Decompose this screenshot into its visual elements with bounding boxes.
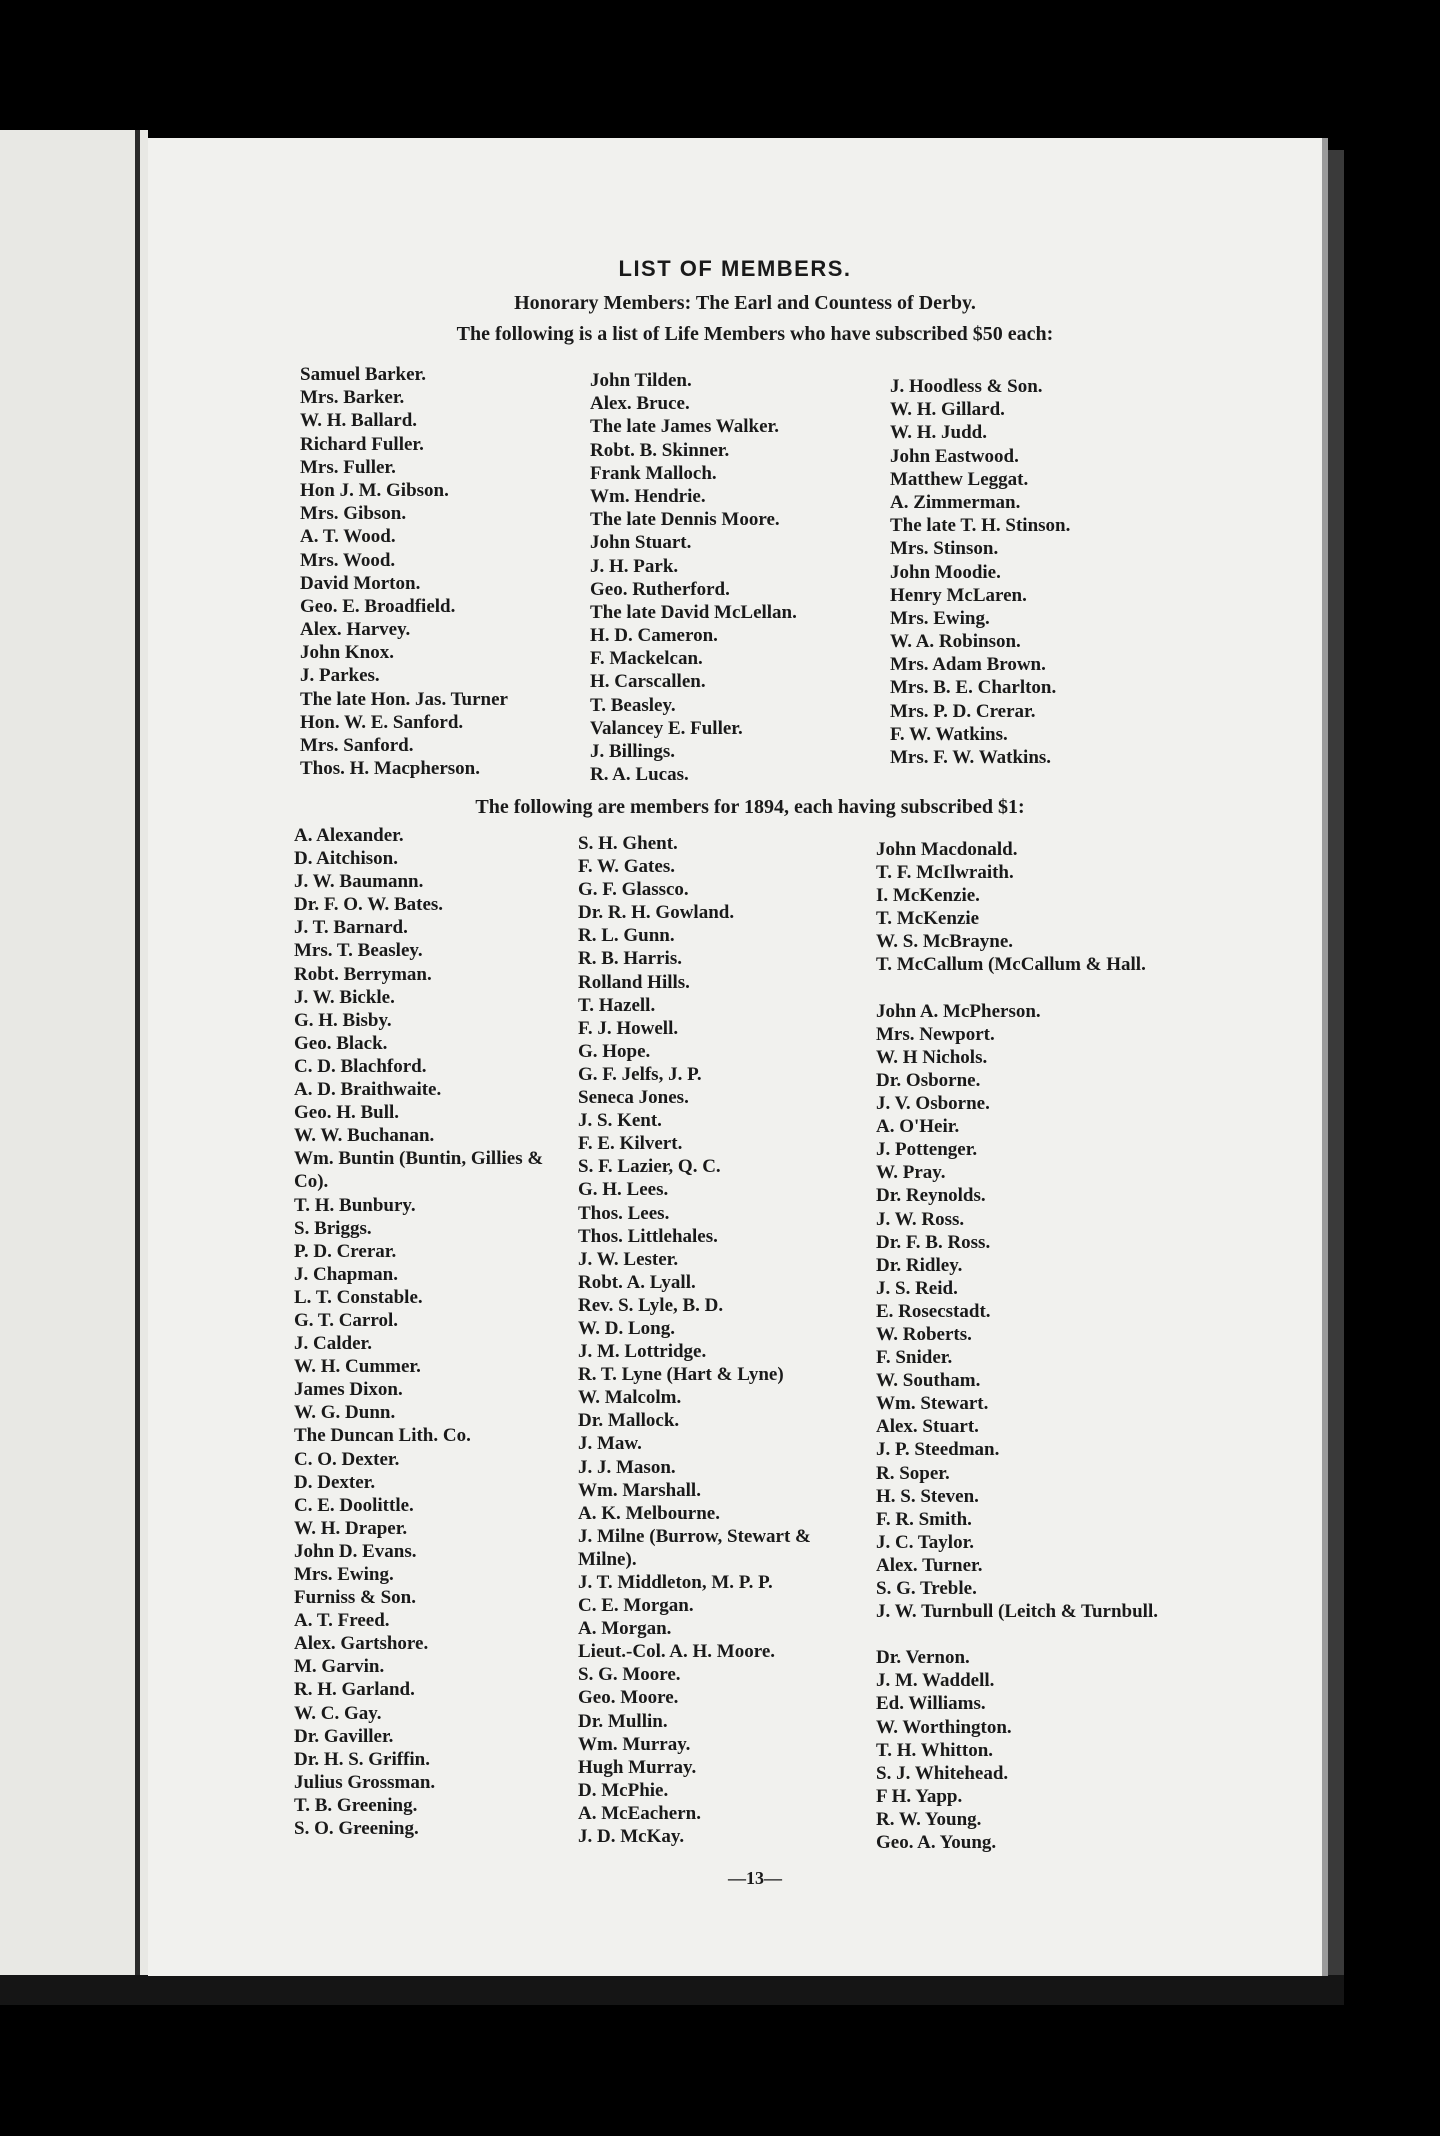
member-entry: J. C. Taylor. xyxy=(876,1531,975,1553)
member-entry: A. Zimmerman. xyxy=(890,491,1021,513)
member-entry: Geo. Black. xyxy=(294,1032,388,1054)
member-entry: J. W. Ross. xyxy=(876,1208,965,1230)
member-entry: Hugh Murray. xyxy=(578,1756,697,1778)
member-entry: Robt. B. Skinner. xyxy=(590,439,730,461)
member-entry: The late T. H. Stinson. xyxy=(890,515,1071,537)
member-entry: C. D. Blachford. xyxy=(294,1055,427,1077)
member-entry: Mrs. Gibson. xyxy=(300,503,407,525)
member-entry: A. T. Wood. xyxy=(300,526,396,548)
member-entry: Thos. H. Macpherson. xyxy=(300,758,480,780)
member-entry: Matthew Leggat. xyxy=(890,468,1029,490)
member-entry: A. D. Braithwaite. xyxy=(294,1079,442,1101)
member-entry: Mrs. Ewing. xyxy=(890,607,990,629)
member-entry: W. H Nichols. xyxy=(876,1046,988,1068)
member-entry: R. T. Lyne (Hart & Lyne) xyxy=(578,1364,784,1386)
member-entry: Alex. Bruce. xyxy=(590,393,690,415)
member-entry: Rev. S. Lyle, B. D. xyxy=(578,1294,724,1316)
life-members-column-3 xyxy=(890,375,1190,769)
member-entry: J. T. Middleton, M. P. P. xyxy=(578,1572,773,1593)
member-entry: John Moodie. xyxy=(890,561,1001,583)
member-entry: Ed. Williams. xyxy=(876,1693,986,1715)
member-entry: Mrs. Wood. xyxy=(300,549,396,571)
book-spine xyxy=(135,130,140,1975)
member-entry: H. Carscallen. xyxy=(590,671,706,693)
member-entry: D. McPhie. xyxy=(578,1779,669,1801)
member-entry: A. Morgan. xyxy=(578,1618,672,1640)
member-entry: Dr. H. S. Griffin. xyxy=(294,1748,430,1770)
bottom-edge xyxy=(0,1975,1344,2005)
life-members-intro: The following is a list of Life Members who have subscribed $50 each: xyxy=(456,323,1054,345)
member-entry: John Eastwood. xyxy=(890,445,1019,467)
member-entry: J. S. Kent. xyxy=(578,1110,662,1132)
member-entry: W. Malcolm. xyxy=(578,1387,682,1409)
member-entry: Hon J. M. Gibson. xyxy=(300,479,449,501)
member-entry: Rolland Hills. xyxy=(578,971,690,993)
member-entry: A. McEachern. xyxy=(578,1802,701,1824)
member-entry: G. T. Carrol. xyxy=(294,1309,398,1331)
member-entry: J. Milne (Burrow, Stewart & Milne). xyxy=(578,1525,811,1570)
member-entry: Seneca Jones. xyxy=(578,1087,689,1109)
page-edge-shadow xyxy=(1328,150,1344,1980)
annual-members-intro: The following are members for 1894, each having subscribed $1: xyxy=(475,796,1025,818)
member-entry: W. G. Dunn. xyxy=(294,1402,396,1424)
member-entry: W. C. Gay. xyxy=(294,1702,382,1724)
member-entry: D. Aitchison. xyxy=(294,848,398,870)
annual-members-column-2 xyxy=(578,832,878,1848)
member-entry: Dr. R. H. Gowland. xyxy=(578,902,735,924)
member-entry: Richard Fuller. xyxy=(300,433,424,455)
member-entry: H. S. Steven. xyxy=(876,1485,979,1507)
member-entry: Mrs. Adam Brown. xyxy=(890,654,1046,676)
member-entry: R. Soper. xyxy=(876,1462,950,1484)
member-entry: A. T. Freed. xyxy=(294,1610,390,1632)
member-entry: Mrs. Sanford. xyxy=(300,735,414,756)
annual-members-column-1 xyxy=(294,824,574,1840)
member-entry: Wm. Stewart. xyxy=(876,1393,989,1415)
member-entry: J. W. Turnbull (Leitch & Turnbull. xyxy=(876,1601,1158,1623)
member-entry: C. E. Morgan. xyxy=(578,1595,694,1617)
member-entry: Wm. Buntin (Buntin, Gillies & Co). xyxy=(294,1148,544,1193)
member-entry: Geo. Rutherford. xyxy=(590,578,730,600)
member-entry: Mrs. Ewing. xyxy=(294,1564,394,1585)
member-entry: F. J. Howell. xyxy=(578,1017,679,1039)
member-entry: J. W. Bickle. xyxy=(294,986,395,1008)
member-entry: Dr. Mullin. xyxy=(578,1710,668,1732)
member-entry: James Dixon. xyxy=(294,1379,403,1401)
member-entry: Mrs. B. E. Charlton. xyxy=(890,677,1057,699)
member-entry: Mrs. F. W. Watkins. xyxy=(890,747,1052,768)
member-entry: John Stuart. xyxy=(590,532,692,554)
member-entry: J. V. Osborne. xyxy=(876,1093,990,1115)
member-entry: R. H. Garland. xyxy=(294,1679,415,1701)
member-entry: G. H. Bisby. xyxy=(294,1009,392,1031)
member-entry: T. Beasley. xyxy=(590,694,676,716)
member-entry: Mrs. P. D. Crerar. xyxy=(890,700,1036,722)
member-entry: F. Mackelcan. xyxy=(590,648,703,670)
member-entry: W. W. Buchanan. xyxy=(294,1125,435,1147)
member-entry: S. O. Greening. xyxy=(294,1818,419,1840)
member-entry: J. P. Steedman. xyxy=(876,1439,1000,1461)
member-entry: H. D. Cameron. xyxy=(590,625,718,647)
member-entry: W. Worthington. xyxy=(876,1716,1012,1738)
member-entry: L. T. Constable. xyxy=(294,1286,423,1308)
member-entry: F. W. Gates. xyxy=(578,856,675,878)
member-entry: Geo. Moore. xyxy=(578,1687,679,1709)
member-entry: Dr. Ridley. xyxy=(876,1254,963,1276)
member-entry: W. D. Long. xyxy=(578,1317,675,1339)
member-entry: S. G. Moore. xyxy=(578,1664,681,1686)
member-entry: Thos. Littlehales. xyxy=(578,1225,718,1247)
life-members-column-2 xyxy=(590,369,870,786)
member-entry: F. E. Kilvert. xyxy=(578,1133,683,1155)
member-entry: The late Dennis Moore. xyxy=(590,509,780,531)
document-page xyxy=(148,138,1328,1976)
member-entry: I. McKenzie. xyxy=(876,885,980,907)
member-entry: J. M. Waddell. xyxy=(876,1670,995,1692)
member-entry: Robt. Berryman. xyxy=(294,963,432,985)
member-entry: F. Snider. xyxy=(876,1347,953,1369)
member-entry: W. Roberts. xyxy=(876,1323,972,1345)
member-entry: Geo. H. Bull. xyxy=(294,1102,400,1124)
member-entry: Mrs. Stinson. xyxy=(890,538,999,560)
member-entry: J. S. Reid. xyxy=(876,1277,958,1299)
member-entry: S. Briggs. xyxy=(294,1217,372,1239)
member-entry: A. Alexander. xyxy=(294,825,404,846)
member-entry: G. F. Jelfs, J. P. xyxy=(578,1063,702,1085)
annual-members-column-3 xyxy=(876,838,1166,1854)
member-entry: R. A. Lucas. xyxy=(590,764,689,786)
member-entry: J. Pottenger. xyxy=(876,1139,978,1161)
member-entry: J. W. Lester. xyxy=(578,1248,679,1270)
member-entry: J. Billings. xyxy=(590,741,675,762)
life-members-column-1 xyxy=(300,363,580,780)
member-entry: Robt. A. Lyall. xyxy=(578,1271,696,1293)
member-entry: A. K. Melbourne. xyxy=(578,1502,720,1524)
member-entry: R. L. Gunn. xyxy=(578,925,675,947)
member-entry: J. H. Park. xyxy=(590,555,679,577)
member-entry: John D. Evans. xyxy=(294,1540,417,1562)
member-entry: John Tilden. xyxy=(590,370,692,391)
member-entry: John Macdonald. xyxy=(876,839,1018,860)
member-entry: W. H. Cummer. xyxy=(294,1356,421,1378)
member-entry: J. Parkes. xyxy=(300,665,380,687)
member-entry: W. Pray. xyxy=(876,1162,946,1184)
member-entry: Wm. Murray. xyxy=(578,1733,691,1755)
member-entry: Alex. Harvey. xyxy=(300,619,411,641)
member-entry: T. Hazell. xyxy=(578,994,656,1016)
member-entry: E. Rosecstadt. xyxy=(876,1300,991,1322)
member-entry: Dr. Reynolds. xyxy=(876,1185,986,1207)
member-entry: John A. McPherson. xyxy=(876,1000,1041,1022)
member-entry: Alex. Gartshore. xyxy=(294,1633,429,1655)
member-entry: Mrs. Newport. xyxy=(876,1023,995,1045)
member-entry: David Morton. xyxy=(300,572,421,594)
member-entry: Geo. E. Broadfield. xyxy=(300,595,456,617)
member-entry: Wm. Hendrie. xyxy=(590,485,706,507)
member-entry: T. F. McIlwraith. xyxy=(876,862,1014,884)
member-entry: Mrs. Fuller. xyxy=(300,456,396,478)
member-entry: Thos. Lees. xyxy=(578,1202,670,1224)
member-entry: Lieut.-Col. A. H. Moore. xyxy=(578,1641,776,1663)
member-entry: G. F. Glassco. xyxy=(578,879,689,901)
member-entry: W. Southam. xyxy=(876,1370,981,1392)
member-entry: R. W. Young. xyxy=(876,1808,982,1830)
member-entry: F H. Yapp. xyxy=(876,1785,963,1807)
member-entry: J. Chapman. xyxy=(294,1263,398,1285)
member-entry: John Knox. xyxy=(300,642,394,664)
member-entry: The Duncan Lith. Co. xyxy=(294,1425,471,1447)
member-entry: Dr. F. B. Ross. xyxy=(876,1231,991,1253)
member-entry: J. Hoodless & Son. xyxy=(890,376,1043,397)
member-entry: W. H. Draper. xyxy=(294,1517,408,1539)
member-entry: G. Hope. xyxy=(578,1040,651,1062)
member-entry: Valancey E. Fuller. xyxy=(590,717,743,739)
member-entry: T. H. Bunbury. xyxy=(294,1194,416,1216)
member-entry: S. F. Lazier, Q. C. xyxy=(578,1156,721,1178)
member-entry: W. H. Ballard. xyxy=(300,410,418,432)
member-entry: Furniss & Son. xyxy=(294,1587,416,1609)
member-entry: W. A. Robinson. xyxy=(890,631,1021,653)
member-entry: T. B. Greening. xyxy=(294,1794,418,1816)
member-entry: Mrs. Barker. xyxy=(300,387,405,409)
member-entry: Julius Grossman. xyxy=(294,1771,436,1793)
member-entry: The late Hon. Jas. Turner xyxy=(300,688,508,710)
member-entry: Dr. Mallock. xyxy=(578,1410,680,1432)
member-entry: Dr. F. O. W. Bates. xyxy=(294,894,444,916)
member-entry: J. Calder. xyxy=(294,1333,372,1355)
member-entry: M. Garvin. xyxy=(294,1656,385,1678)
member-entry: W. S. McBrayne. xyxy=(876,931,1014,953)
member-entry: Mrs. T. Beasley. xyxy=(294,940,423,962)
member-entry: G. H. Lees. xyxy=(578,1179,669,1201)
member-entry: Dr. Gaviller. xyxy=(294,1725,394,1747)
member-entry: J. T. Barnard. xyxy=(294,917,408,939)
member-entry: Hon. W. E. Sanford. xyxy=(300,711,464,733)
page-number: —13— xyxy=(728,1868,782,1888)
member-entry: T. McCallum (McCallum & Hall. xyxy=(876,954,1146,976)
member-entry: The late David McLellan. xyxy=(590,601,797,623)
member-entry: T. McKenzie xyxy=(876,908,980,930)
member-entry: R. B. Harris. xyxy=(578,948,682,970)
member-entry: F. R. Smith. xyxy=(876,1508,972,1530)
page-title: LIST OF MEMBERS. xyxy=(618,256,852,281)
member-entry: Dr. Osborne. xyxy=(876,1069,981,1091)
facing-page xyxy=(0,130,148,1975)
member-entry: D. Dexter. xyxy=(294,1471,376,1493)
member-entry: Dr. Vernon. xyxy=(876,1647,970,1669)
member-entry: Wm. Marshall. xyxy=(578,1479,701,1501)
honorary-members-line: Honorary Members: The Earl and Countess of Derby. xyxy=(514,292,976,314)
member-entry: J. M. Lottridge. xyxy=(578,1341,707,1363)
member-entry: T. H. Whitton. xyxy=(876,1739,994,1761)
member-entry: J. W. Baumann. xyxy=(294,871,424,893)
member-entry: W. H. Gillard. xyxy=(890,399,1005,421)
member-entry: J. Maw. xyxy=(578,1433,642,1455)
member-entry: Alex. Stuart. xyxy=(876,1416,979,1438)
member-entry: Frank Malloch. xyxy=(590,462,717,484)
member-entry: P. D. Crerar. xyxy=(294,1240,397,1262)
member-entry: J. J. Mason. xyxy=(578,1456,676,1478)
member-entry: S. G. Treble. xyxy=(876,1578,977,1599)
member-entry: Henry McLaren. xyxy=(890,584,1027,606)
member-entry: Geo. A. Young. xyxy=(876,1832,997,1854)
member-entry: W. H. Judd. xyxy=(890,422,987,444)
member-entry: Samuel Barker. xyxy=(300,364,426,385)
member-entry: C. E. Doolittle. xyxy=(294,1494,414,1516)
member-entry: C. O. Dexter. xyxy=(294,1448,400,1470)
member-entry: The late James Walker. xyxy=(590,416,779,438)
member-entry: F. W. Watkins. xyxy=(890,723,1008,745)
member-entry: S. J. Whitehead. xyxy=(876,1762,1009,1784)
member-entry: A. O'Heir. xyxy=(876,1116,960,1138)
member-entry: Alex. Turner. xyxy=(876,1554,983,1576)
member-entry: J. D. McKay. xyxy=(578,1826,685,1848)
member-entry: S. H. Ghent. xyxy=(578,833,678,854)
